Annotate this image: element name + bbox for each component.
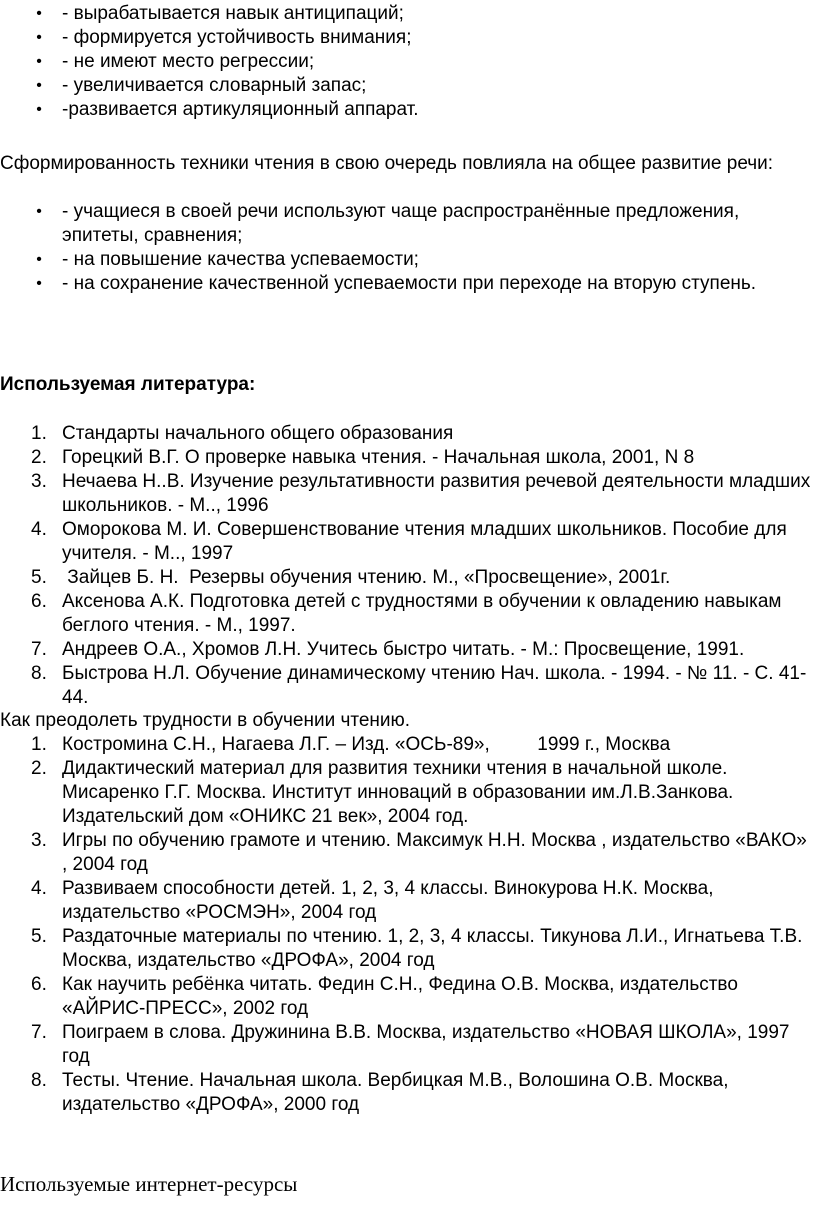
list-item: • - увеличивается словарный запас; [0,74,816,98]
list-item: 7. Андреев О.А., Хромов Л.Н. Учитесь быстро читать. - М.: Просвещение, 1991. [31,639,745,660]
bullet-icon: • [36,101,42,118]
list-item: 4. Оморокова М. И. Совершенствование чтения младших школьников. Пособие для учителя. - М.., 1997 [31,519,787,564]
list-item: 5. Зайцев Б. Н. Резервы обучения чтению. М., «Просвещение», 2001г. [31,567,671,588]
bullet-icon: • [36,5,42,22]
list-item: 2. Горецкий В.Г. О проверке навыка чтения. - Начальная школа, 2001, N 8 [31,447,695,468]
intro-paragraph: Сформированность техники чтения в свою очередь повлияла на общее развитие речи: [0,153,774,174]
list-item: • - не имеют место регрессии; [0,50,816,74]
bullet-icon: • [36,77,42,94]
top-bullet-list [0,2,816,122]
list-item: 7. Поиграем в слова. Дружинина В.В. Москва, издательство «НОВАЯ ШКОЛА», 1997 год [31,1022,790,1067]
literature-heading: Используемая литература: [0,374,256,395]
list-item: 4. Развиваем способности детей. 1, 2, 3, 4 классы. Винокурова Н.К. Москва, издательство «РОСМЭН», 2004 год [31,878,714,923]
list-item: 6. Аксенова А.К. Подготовка детей с трудностями в обучении к овладению навыкам беглого чтения. - М., 1997. [31,591,782,636]
list-item: 3. Нечаева Н..В. Изучение результативности развития речевой деятельности младших школьников. - М.., 1996 [31,471,811,516]
bullet-icon: • [36,275,42,292]
literature-list [0,422,816,710]
list-item: 3. Игры по обучению грамоте и чтению. Максимук Н.Н. Москва , издательство «ВАКО» , 2004 год [31,830,807,875]
list-item: 1. Стандарты начального общего образования [31,423,454,444]
bullet-icon: • [36,29,42,46]
reading-difficulties-list [0,733,816,1117]
subheading: Как преодолеть трудности в обучении чтению. [0,710,411,731]
bullet-icon: • [36,53,42,70]
list-item: 5. Раздаточные материалы по чтению. 1, 2, 3, 4 классы. Тикунова Л.И., Игнатьева Т.В. Москва, издательство «ДРОФА», 2004 год [31,926,803,971]
list-item: • - учащиеся в своей речи используют чаще распространённые предложения, эпитеты, сравнения; [0,200,816,248]
list-item: 8. Быстрова Н.Л. Обучение динамическому чтению Нач. школа. - 1994. - № 11. - С. 41-44. [31,663,807,708]
bullet-icon: • [36,251,42,268]
list-item: • -развивается артикуляционный аппарат. [0,98,816,122]
effect-bullet-list [0,200,816,296]
list-item: 6. Как научить ребёнка читать. Федин С.Н., Федина О.В. Москва, издательство «АЙРИС-ПРЕСС», 2002 год [31,974,738,1019]
list-item: • - на повышение качества успеваемости; [0,248,816,272]
list-item: 8. Тесты. Чтение. Начальная школа. Вербицкая М.В., Волошина О.В. Москва, издательство «ДРОФА», 2000 год [31,1070,729,1115]
list-item: 2. Дидактический материал для развития техники чтения в начальной школе. Мисаренко Г.Г. Москва. Институт инноваций в образовании им.Л.В.Занкова. Издательский дом «ОНИКС 21 век», 2004 год. [31,758,734,827]
list-item: • - на сохранение качественной успеваемости при переходе на вторую ступень. [0,272,816,296]
list-item: • - формируется устойчивость внимания; [0,26,816,50]
list-item: 1. Костромина С.Н., Нагаева Л.Г. – Изд. «ОСЬ-89», 1999 г., Москва [31,734,671,755]
list-item: • - вырабатывается навык антиципаций; [0,2,816,26]
internet-resources-heading: Используемые интернет-ресурсы [0,1172,298,1196]
bullet-icon: • [36,203,42,220]
